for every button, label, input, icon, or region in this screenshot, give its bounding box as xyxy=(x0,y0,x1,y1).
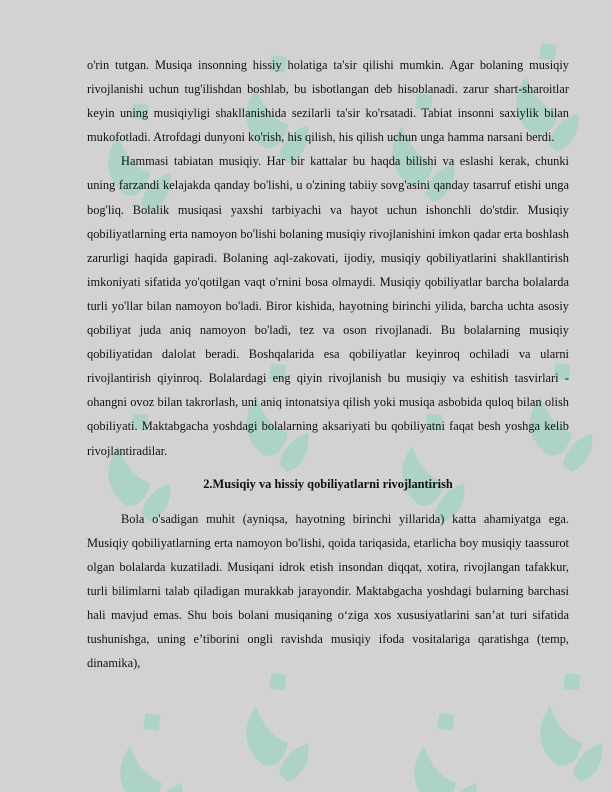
green-leaf-watermark-icon xyxy=(95,707,214,792)
green-leaf-watermark-icon xyxy=(515,667,612,790)
green-leaf-watermark-icon xyxy=(221,667,340,790)
green-leaf-watermark-icon xyxy=(389,707,508,792)
document-page xyxy=(87,53,569,675)
paragraph-continuation: o'rin tutgan. Musiqa insonning hissiy holatiga ta'sir qilishi mumkin. Agar bolaning musiqiy rivojlanishi uchun tug'ilishdan boshlab, bu isbotlangan deb hisoblanadi. zarur shart-sharoitlar keyin uning musiqiyligi shakllanishida sezilarli ta'sir ko'rsatadi. Tabiat insonni saxiylik bilan mukofotladi. Atrofdagi dunyoni ko'rish, his qilish, his qilish uchun unga hamma narsani berdi. xyxy=(87,58,569,145)
section-heading: 2.Musiqiy va hissiy qobiliyatlarni rivojlantirish xyxy=(203,476,453,491)
paragraph-environment: Bola o'sadigan muhit (ayniqsa, hayotning birinchi yillarida) katta ahamiyatga ega. Musiqiy qobiliyatlarning erta namoyon bo'lishi, qoida tariqasida, etarlicha boy musiqiy taassurot olgan bolalarda kuzatiladi. Musiqani idrok etish insondan diqqat, xotira, rivojlangan tafakkur, turli bilimlarni talab qiladigan murakkab jarayondir. Maktabgacha yoshdagi bularning barchasi hali mavjud emas. Shu bois bolani musiqaning o‘ziga xos xususiyatlarini san’at turi sifatida tushunishga, uning e’tiborini ongli ravishda musiqiy ifoda vositalariga qaratishga (temp, dinamika), xyxy=(87,511,569,671)
paragraph-nature-musical: Hammasi tabiatan musiqiy. Har bir kattalar bu haqda bilishi va eslashi kerak, chunki uning farzandi kelajakda qanday bo'lishi, u o'zining tabiiy sovg'asini qanday tasarruf etishi unga bog'liq. Bolalik musiqasi yaxshi tarbiyachi va hayot uchun ishonchli do'stdir. Musiqiy qobiliyatlarning erta namoyon bo'lishi bolaning musiqiy rivojlanishini imkon qadar erta boshlash zarurligi haqida gapiradi. Bolaning aql-zakovati, ijodiy, musiqiy qobiliyatlarini shakllantirish imkoniyati sifatida yo'qotilgan vaqt o'rnini bosa olmaydi. Musiqiy qobiliyatlar barcha bolalarda turli yo'llar bilan namoyon bo'ladi. Biror kishida, hayotning birinchi yilida, barcha uchta asosiy qobiliyat juda aniq namoyon bo'ladi, tez va oson rivojlanadi. Bu bolalarning musiqiy qobiliyatidan dalolat beradi. Boshqalarida esa qobiliyatlar keyinroq ochiladi va ularni rivojlantirish qiyinroq. Bolalardagi eng qiyin rivojlanish bu musiqiy va eshitish tasvirlari - ohangni ovoz bilan takrorlash, uni aniq intonatsiya qilish yoki musiqa asbobida quloq bilan olish qobiliyati. Maktabgacha yoshdagi bolalarning aksariyati bu qobiliyatni faqat besh yoshga kelib rivojlantiradilar. xyxy=(87,154,569,458)
